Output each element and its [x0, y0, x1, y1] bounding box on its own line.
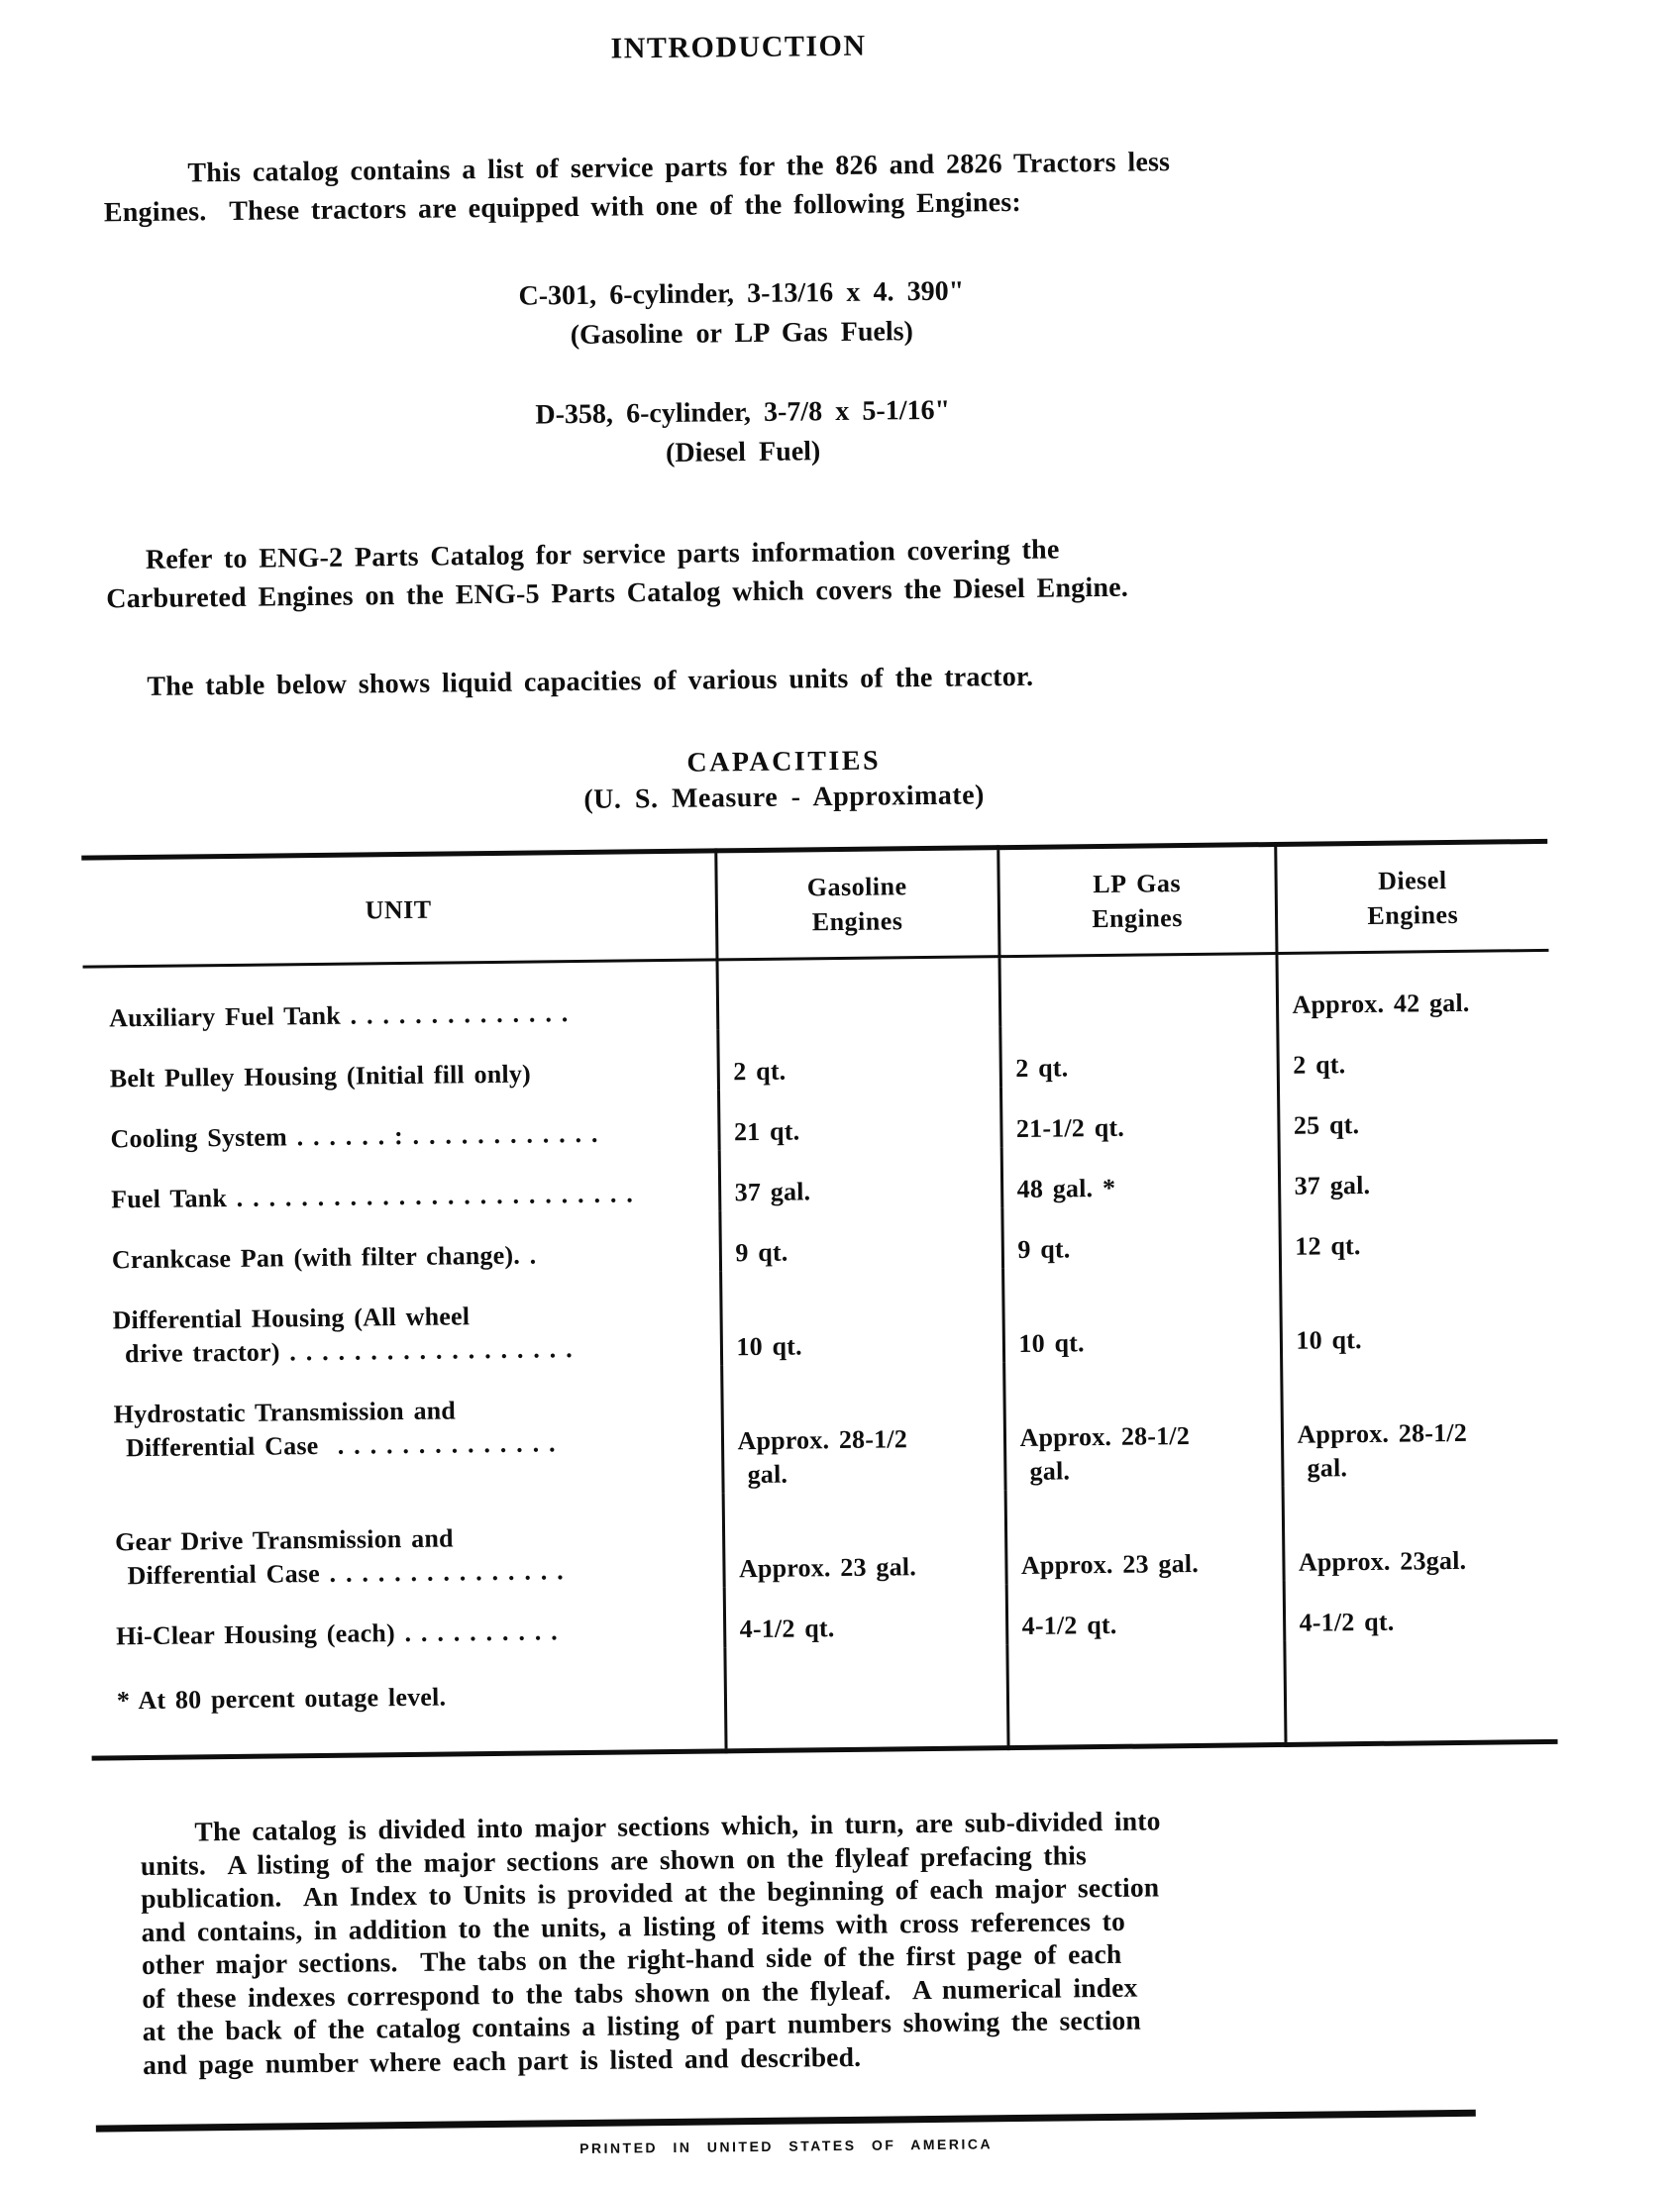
diesel-cell — [1281, 1356, 1554, 1487]
lp-gas-cell — [1001, 1204, 1280, 1268]
diesel-cell — [1280, 1262, 1553, 1359]
table-footnote-row — [90, 1638, 1557, 1758]
lp-gas-cell — [999, 1023, 1278, 1087]
capacity-value: 10 qt. — [736, 1331, 802, 1362]
unit-label-line2: Differential Case . . . . . . . . . . . . . . . — [127, 1556, 565, 1591]
table-row — [89, 1484, 1556, 1595]
engine-fuel-line: (Diesel Fuel) — [665, 436, 821, 469]
unit-cell — [90, 1587, 725, 1654]
unit-cell — [86, 1271, 721, 1372]
closing-paragraph: The catalog is divided into major sections which, in turn, are sub-divided into units. A listing of the major sections are shown on the flyleaf prefacing this publication. An Index to Units is provided at the beginning of each major section and contains, in addition to the units, a listing of items with cross references to other major sections. The tabs on the right-hand side of the first page of each of these indexes correspond to the tabs shown on the flyleaf. A numerical index at the back of the catalog contains a listing of part numbers showing the section and page number where each part is listed and described. — [140, 1805, 1161, 2080]
column-header-lp-gas: LP Gas Engines — [998, 845, 1276, 957]
capacity-value: Approx. 23 gal. — [738, 1552, 917, 1584]
capacity-value: Approx. 23 gal. — [1020, 1548, 1200, 1580]
page-title: INTRODUCTION — [610, 29, 867, 65]
lp-gas-cell — [1000, 1084, 1279, 1147]
footnote-cell — [90, 1647, 725, 1758]
refer-paragraph: Refer to ENG-2 Parts Catalog for service parts information covering the Carbureted Engines on the ENG-5 Parts Catalog which covers the Diesel Engine. — [106, 534, 1129, 615]
capacities-table-header — [81, 841, 1548, 967]
lp-gas-cell — [1001, 1144, 1280, 1207]
unit-cell — [87, 1365, 722, 1500]
unit-label: Fuel Tank . . . . . . . . . . . . . . . . . . . . . . . . . — [111, 1179, 634, 1214]
capacity-value: 25 qt. — [1293, 1110, 1360, 1140]
capacity-value: 2 qt. — [733, 1056, 787, 1087]
capacity-value: 37 gal. — [1294, 1170, 1371, 1200]
engine-spec-line: D-358, 6-cylinder, 3-7/8 x 5-1/16" — [535, 394, 951, 431]
table-note-paragraph: The table below shows liquid capacities of various units of the tractor. — [147, 661, 1034, 702]
gasoline-cell — [719, 1207, 1002, 1271]
capacity-value: 2 qt. — [1293, 1050, 1346, 1080]
lp-gas-cell — [1006, 1641, 1285, 1748]
capacity-value: 2 qt. — [1015, 1053, 1069, 1083]
unit-label-line2: drive tractor) . . . . . . . . . . . . . . . . . . — [124, 1334, 573, 1369]
diesel-cell — [1283, 1484, 1556, 1581]
engine-spec-d358 — [76, 385, 1410, 479]
capacity-value: 10 qt. — [1018, 1328, 1085, 1358]
gasoline-cell — [724, 1584, 1007, 1647]
unit-label: Hydrostatic Transmission and — [113, 1396, 457, 1429]
gasoline-cell — [718, 1087, 1001, 1150]
diesel-cell — [1284, 1578, 1557, 1641]
engine-spec-c301 — [75, 266, 1409, 361]
unit-cell — [85, 1150, 720, 1217]
capacity-value: 4-1/2 qt. — [1021, 1610, 1117, 1640]
diesel-cell — [1278, 1081, 1551, 1144]
capacities-subtitle: (U. S. Measure - Approximate) — [583, 780, 986, 815]
unit-label: Auxiliary Fuel Tank . . . . . . . . . . . . . . — [108, 998, 569, 1033]
capacity-value: 21 qt. — [733, 1116, 800, 1147]
diesel-cell — [1279, 1141, 1552, 1204]
unit-label: Hi-Clear Housing (each) . . . . . . . . . . — [116, 1616, 559, 1651]
capacity-value: 4-1/2 qt. — [1299, 1607, 1395, 1637]
capacity-value: 9 qt. — [735, 1237, 788, 1268]
unit-label: Crankcase Pan (with filter change). . — [111, 1240, 537, 1275]
unit-cell — [83, 1029, 718, 1096]
unit-cell — [85, 1210, 720, 1278]
capacities-title: CAPACITIES — [686, 745, 882, 779]
footer-printed-notice: PRINTED IN UNITED STATES OF AMERICA — [579, 2136, 994, 2157]
gasoline-cell — [717, 1026, 1000, 1090]
table-footnote: * At 80 percent outage level. — [116, 1682, 447, 1716]
table-row — [87, 1356, 1554, 1501]
unit-label: Belt Pulley Housing (Initial fill only) — [109, 1059, 532, 1094]
lp-gas-cell — [1006, 1581, 1285, 1644]
engine-spec-line: C-301, 6-cylinder, 3-13/16 x 4. 390" — [518, 275, 965, 312]
capacity-value: Approx. 28-1/2 gal. — [737, 1424, 908, 1490]
gasoline-cell — [721, 1362, 1004, 1493]
capacity-value: 10 qt. — [1296, 1325, 1362, 1355]
lp-gas-cell — [1003, 1359, 1282, 1490]
lp-gas-cell — [1002, 1265, 1281, 1362]
capacity-value — [732, 991, 994, 994]
capacity-value: 4-1/2 qt. — [739, 1614, 835, 1644]
column-header-unit: UNIT — [81, 851, 716, 967]
capacity-value: 21-1/2 qt. — [1015, 1112, 1125, 1143]
capacities-table — [81, 839, 1557, 1761]
page-content — [72, 22, 1562, 2162]
capacity-value: 37 gal. — [734, 1177, 811, 1207]
intro-paragraph: This catalog contains a list of service parts for the 826 and 2826 Tractors less Engines. These tractors are equipped with one of the following Engines: — [103, 147, 1171, 229]
capacity-value: 9 qt. — [1017, 1234, 1071, 1264]
gasoline-cell — [723, 1490, 1006, 1587]
engine-fuel-line: (Gasoline or LP Gas Fuels) — [570, 316, 914, 352]
diesel-cell — [1276, 950, 1549, 1023]
gasoline-cell — [719, 1147, 1002, 1210]
unit-label: Cooling System . . . . . . : . . . . . . . . . . . . — [110, 1118, 598, 1154]
diesel-cell — [1284, 1638, 1557, 1745]
capacity-value: Approx. 23gal. — [1298, 1545, 1467, 1577]
capacity-value: Approx. 28-1/2 gal. — [1297, 1417, 1468, 1483]
unit-cell — [84, 1090, 719, 1157]
gasoline-cell — [720, 1268, 1003, 1365]
lp-gas-cell — [1005, 1487, 1284, 1584]
capacity-value: Approx. 28-1/2 gal. — [1019, 1421, 1191, 1486]
unit-label: Gear Drive Transmission and — [114, 1523, 454, 1557]
gasoline-cell — [717, 957, 1000, 1030]
capacity-value — [1014, 989, 1271, 991]
lp-gas-cell — [998, 953, 1277, 1026]
capacity-value: 12 qt. — [1295, 1231, 1361, 1261]
capacity-value: Approx. 42 gal. — [1292, 988, 1470, 1019]
diesel-cell — [1279, 1201, 1552, 1265]
table-row — [86, 1262, 1553, 1373]
diesel-cell — [1277, 1020, 1550, 1084]
footer-rule — [96, 2110, 1476, 2133]
unit-cell — [83, 960, 718, 1037]
gasoline-cell — [724, 1644, 1007, 1751]
unit-cell — [89, 1493, 724, 1594]
column-header-gasoline: Gasoline Engines — [715, 848, 998, 960]
unit-label: Differential Housing (All wheel — [112, 1302, 471, 1335]
capacity-value: 48 gal. * — [1016, 1173, 1116, 1203]
column-header-diesel: Diesel Engines — [1275, 841, 1548, 953]
unit-label-line2: Differential Case . . . . . . . . . . . . . . — [125, 1428, 556, 1463]
